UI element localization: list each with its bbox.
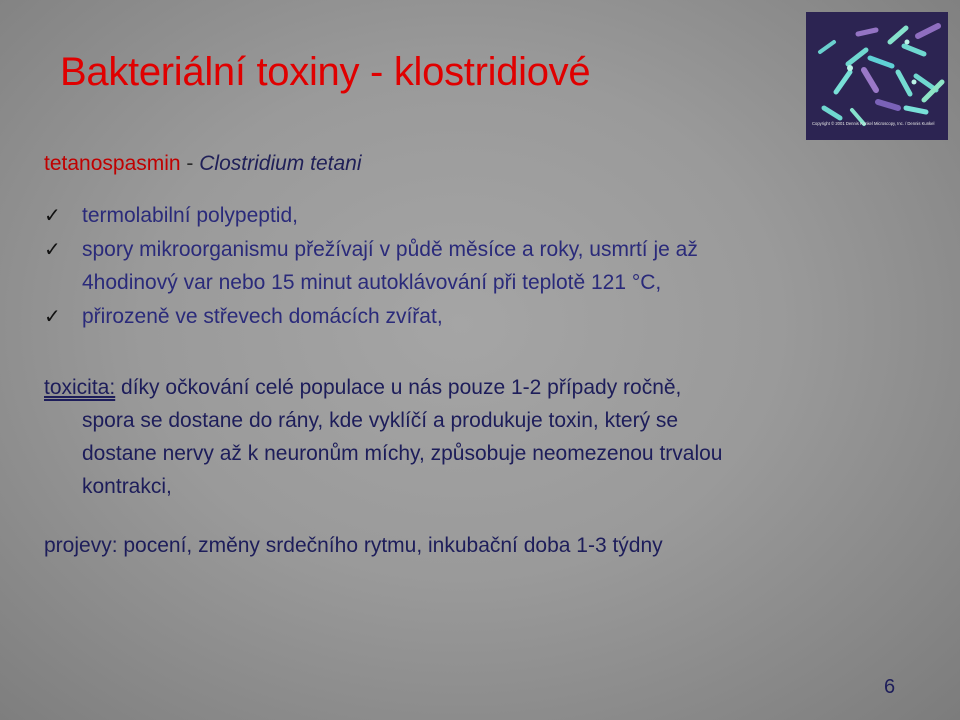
subheading [44, 152, 362, 176]
toxicity-text: díky očkování celé populace u nás pouze 1-2 případy ročně, [115, 376, 682, 399]
bacteria-micrograph-image [806, 12, 948, 140]
checklist-item-continuation [44, 266, 698, 300]
checklist-item-text: přirozeně ve střevech domácích zvířat, [82, 304, 443, 328]
toxicity-line: kontrakci, [82, 475, 172, 498]
toxicity-paragraph [44, 371, 924, 503]
check-icon: ✓ [44, 303, 61, 328]
check-icon: ✓ [44, 236, 61, 261]
checklist-item [44, 300, 698, 334]
checklist-item [44, 233, 698, 267]
page-number: 6 [884, 676, 896, 698]
checklist-item [44, 199, 698, 233]
species-name: Clostridium tetani [199, 152, 362, 175]
checklist-item-text: spory mikroorganismu přežívají v půdě měsíce a roky, usmrtí je až [82, 237, 698, 261]
symptoms-paragraph: projevy: pocení, změny srdečního rytmu, inkubační doba 1-3 týdny [44, 534, 663, 557]
subheading-separator: - [180, 152, 200, 175]
toxicity-line: spora se dostane do rány, kde vyklíčí a produkuje toxin, který se [82, 409, 679, 432]
toxicity-line [44, 371, 924, 404]
toxicity-line: dostane nervy až k neuronům míchy, způsobuje neomezenou trvalou [82, 442, 723, 465]
toxin-name: tetanospasmin [44, 152, 181, 175]
photo-copyright: Copyright © 2001 Dennis Kunkel Microscopy, Inc. / Dennis Kunkel [812, 121, 935, 126]
checklist-item-text: termolabilní polypeptid, [82, 204, 298, 227]
checklist-item-text: 4hodinový var nebo 15 minut autoklávování při teplotě 121 °C, [82, 271, 662, 294]
check-icon: ✓ [44, 203, 61, 227]
toxicity-term: toxicita: [44, 376, 116, 399]
slide-title: Bakteriální toxiny - klostridiové [60, 50, 591, 94]
property-checklist [44, 199, 698, 333]
